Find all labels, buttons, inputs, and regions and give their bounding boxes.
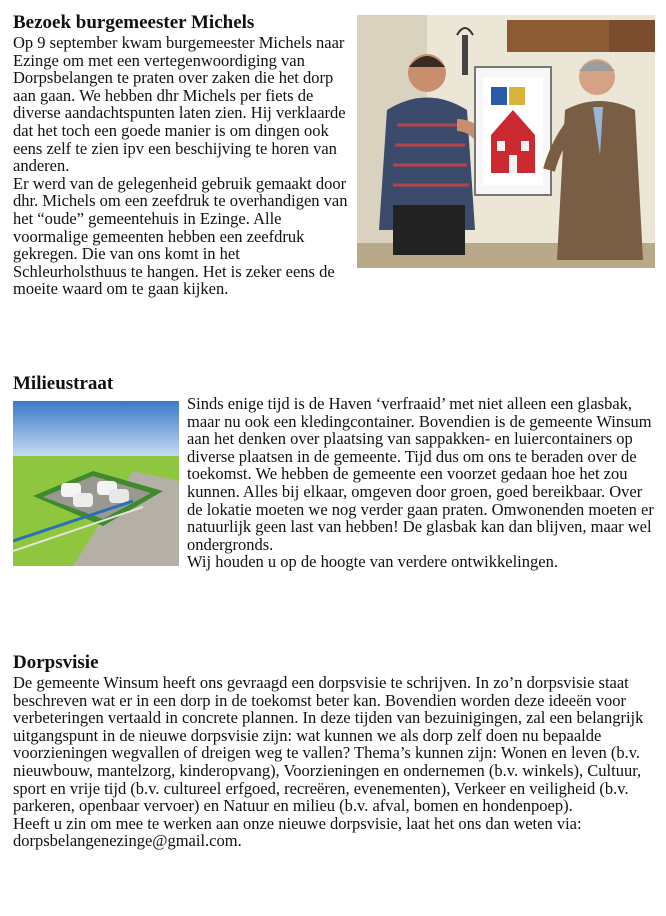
body-milieustraat: Sinds enige tijd is de Haven ‘verfraaid’ met niet alleen een glasbak, maar nu ook een kledingcontainer. Bovendien is de gemeente Winsum aan het denken over plaatsing van sappakken- en luiercontainers op diverse plaatsen in de gemeente. Tijd dus om ons te beraden over de toekomst. We hebben de gemeente een voorzet gedaan hoe het zou kunnen. Alles bij elkaar, omgeven door groen, goed bereikbaar. Over de lokatie moeten we nog verder gaan praten. Omwonenden moeten er natuurlijk geen last van hebben! De glasbak kan dan blijven, maar wel ondergronds. [187, 394, 654, 554]
section-milieustraat [13, 373, 655, 571]
handover-photo-illustration [357, 15, 655, 268]
heading-dorpsvisie: Dorpsvisie [13, 652, 99, 673]
section-burgemeester-visit [13, 12, 655, 298]
milieustraat-render-illustration [13, 401, 179, 566]
body-dorpsvisie: De gemeente Winsum heeft ons gevraagd een dorpsvisie te schrijven. In zo’n dorpsvisie staat beschreven wat er in een dorp in de toekomst beter kan. Bovendien worden deze ideeën voor verbeteringen vertaald in concrete plannen. In deze tijden van bezuinigingen, zal een belangrijk uitgangspunt in de nieuwe dorpsvisie zijn: wat kunnen we als dorp zelf doen nu bepaalde voorzieningen wegvallen of dreigen weg te vallen? Thema’s kunnen zijn: Wonen en leven (b.v. nieuwbouw, mantelzorg, kinderopvang), Voorzieningen en ondernemen (b.v. winkels), Cultuur, sport en vrije tijd (b.v. cultureel erfgoed, recreëren, evenementen), Verkeer en veiligheid (b.v. parkeren, openbaar vervoer) en Natuur en milieu (b.v. afval, bomen en hondenpoep). [13, 673, 644, 816]
body-milieustraat-update: Wij houden u op de hoogte van verdere ontwikkelingen. [187, 552, 558, 572]
milieustraat-render [13, 401, 179, 566]
handover-photo [357, 15, 655, 268]
section-dorpsvisie [13, 652, 655, 850]
heading-milieustraat: Milieustraat [13, 373, 114, 394]
body-dorpsvisie-contact: Heeft u zin om mee te werken aan onze nieuwe dorpsvisie, laat het ons dan weten via: dorpsbelangenezinge@gmail.com. [13, 813, 582, 851]
body-burgemeester-visit: Op 9 september kwam burgemeester Michels naar Ezinge om met een vertegenwoordiging van Dorpsbelangen te praten over zaken die het dorp aan gaan. We hebben dhr Michels per fiets de diverse aandachtspunten laten zien. Hij verklaarde dat het toch een goede manier is om dingen ook eens zelf te zien ipv een beschijving te horen van anderen. [13, 33, 346, 176]
body-zeefdruk: Er werd van de gelegenheid gebruik gemaakt door dhr. Michels om een zeefdruk te overhandigen van het “oude” gemeentehuis in Ezinge. Alle voormalige gemeenten hebben een zeefdruk gekregen. Die van ons komt in het Schleurholsthuus te hangen. Het is zeker eens de moeite waard om te gaan kijken. [13, 173, 348, 299]
heading-burgemeester-visit: Bezoek burgemeester Michels [13, 12, 255, 33]
